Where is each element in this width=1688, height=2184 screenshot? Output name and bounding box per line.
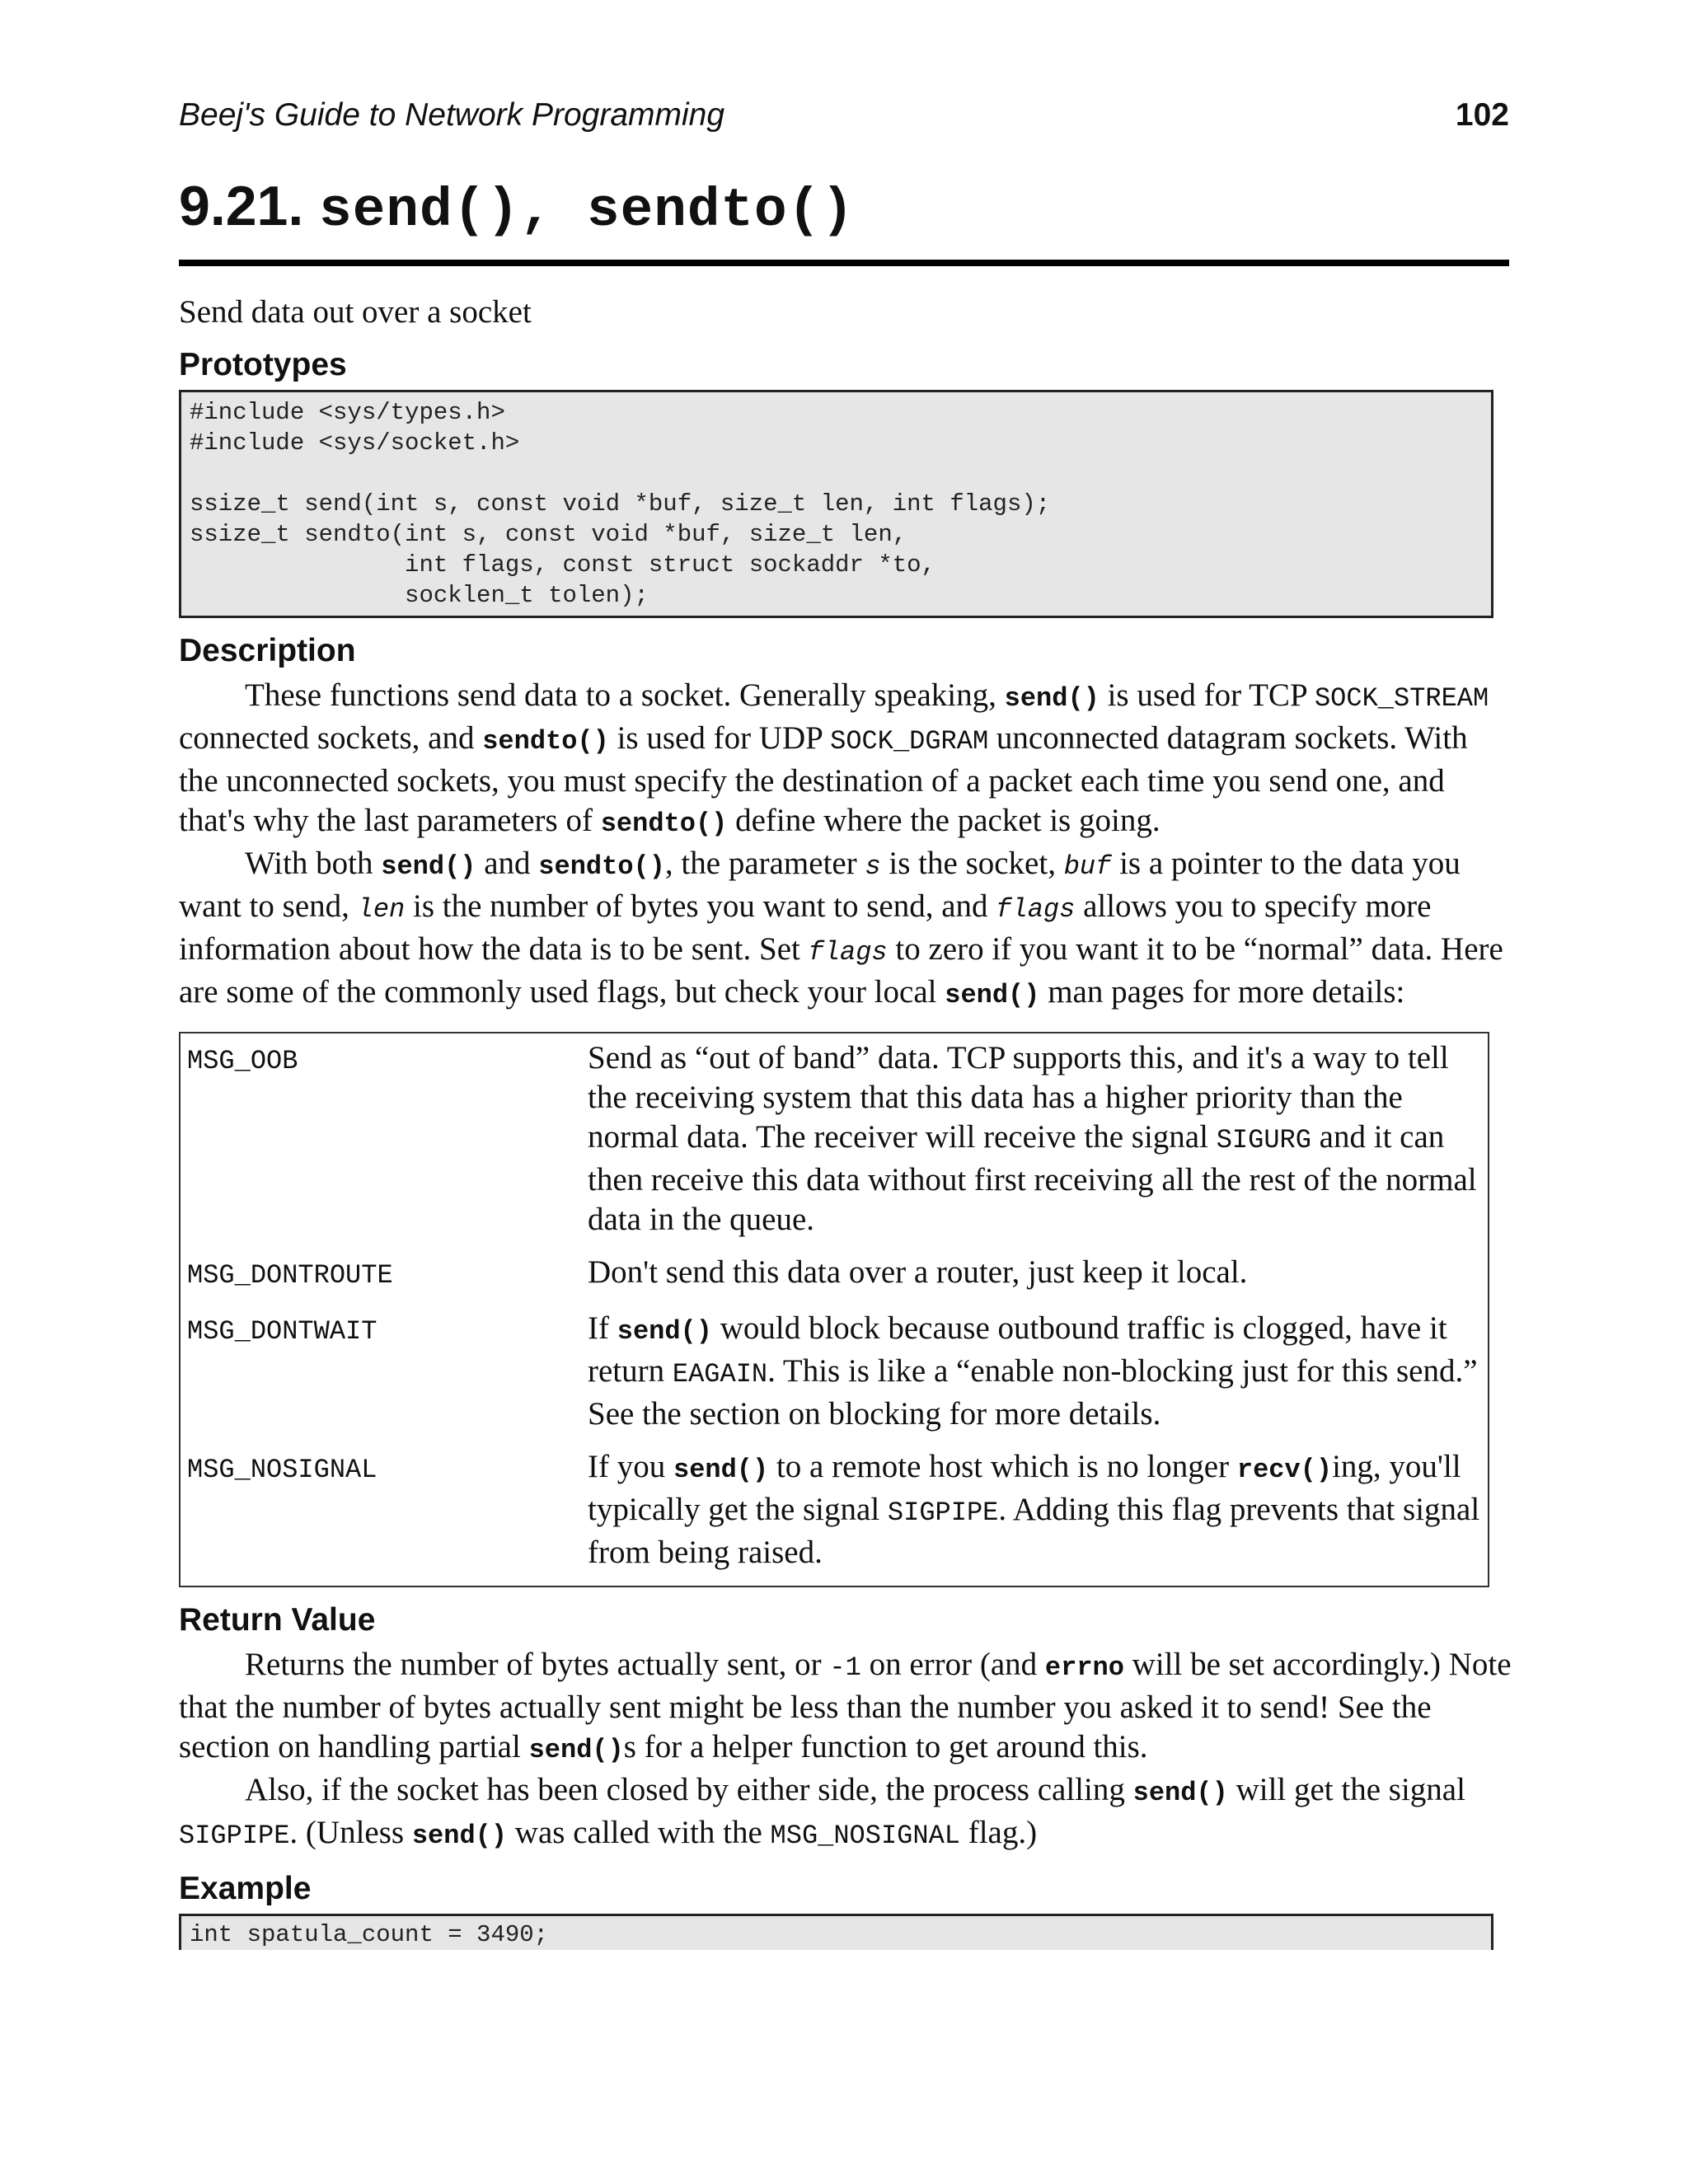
page-number: 102	[1455, 97, 1509, 133]
flag-description-cell	[581, 1447, 1489, 1586]
text-run: will be set accordingly.) Note that the number of bytes actually sent might be less than the number you asked it to send! See the section on handling partial	[179, 1647, 1512, 1765]
inline-code: send()	[528, 1735, 624, 1765]
text-run: to a remote host which is no longer	[768, 1449, 1237, 1484]
flag-name: MSG_DONTWAIT	[187, 1316, 377, 1347]
inline-code: buf	[1063, 851, 1112, 882]
inline-code: send()	[411, 1821, 508, 1851]
inline-code: send()	[1004, 683, 1100, 714]
flag-description-cell	[581, 1309, 1489, 1447]
text-run: and it can then receive this data without first receiving all the rest of the normal data in the queue.	[588, 1119, 1477, 1237]
inline-code: flags	[996, 894, 1076, 925]
inline-code: -1	[829, 1652, 861, 1683]
description-heading: Description	[179, 633, 356, 668]
inline-code: sendto()	[482, 726, 609, 757]
flag-name: MSG_DONTROUTE	[187, 1260, 393, 1291]
inline-code: SOCK_STREAM	[1314, 683, 1489, 714]
inline-code: errno	[1044, 1652, 1124, 1683]
inline-code: send()	[381, 851, 476, 882]
inline-code: send()	[945, 980, 1040, 1010]
prototypes-code-block: #include <sys/types.h> #include <sys/socket.h> ssize_t send(int s, const void *buf, size_t len, int flags); ssize_t sendto(int s, const void *buf, size_t len, int flags, const struct sockaddr *to, socklen_t tolen);	[179, 390, 1493, 618]
text-run: . This is like a “enable non-blocking just for this send.” See the section on blocking for more details.	[588, 1353, 1478, 1432]
flag-name-cell	[180, 1033, 581, 1253]
prototypes-heading: Prototypes	[179, 347, 347, 382]
text-run: If you	[588, 1449, 673, 1484]
example-code-block: int spatula_count = 3490;	[179, 1914, 1493, 1950]
description-paragraph-2	[179, 844, 1514, 1015]
inline-code: sendto()	[538, 851, 665, 882]
inline-code: flags	[808, 937, 888, 968]
text-run: is the number of bytes you want to send, and	[405, 888, 996, 924]
text-run: These functions send data to a socket. Generally speaking,	[245, 677, 1005, 713]
text-run: is used for UDP	[608, 720, 831, 756]
flag-name-cell	[180, 1253, 581, 1309]
running-header	[179, 92, 1509, 138]
example-heading: Example	[179, 1871, 312, 1906]
inline-code: sendto()	[600, 808, 728, 839]
text-run: . (Unless	[289, 1815, 412, 1850]
text-run: s for a helper function to get around this.	[623, 1729, 1148, 1765]
return-value-paragraph-1	[179, 1645, 1514, 1770]
text-run: to zero if you want it to be “normal” data. Here are some of the commonly used flags, but check your local	[179, 931, 1503, 1010]
inline-code: SOCK_DGRAM	[830, 726, 989, 757]
text-run: man pages for more details:	[1039, 974, 1405, 1010]
table-row	[180, 1447, 1489, 1586]
inline-code: SIGURG	[1216, 1125, 1311, 1155]
flags-table	[179, 1032, 1489, 1587]
table-row	[180, 1253, 1489, 1309]
inline-code: send()	[673, 1455, 769, 1485]
text-run: is used for TCP	[1099, 677, 1315, 713]
inline-code: MSG_NOSIGNAL	[770, 1821, 960, 1851]
text-run: is the socket,	[880, 846, 1064, 881]
table-row	[180, 1033, 1489, 1253]
text-run: would block because outbound traffic is clogged, have it return	[588, 1310, 1447, 1389]
flag-description-cell	[581, 1033, 1489, 1253]
inline-code: recv()	[1236, 1455, 1333, 1485]
flag-name-cell	[180, 1447, 581, 1586]
flag-description-cell	[581, 1253, 1489, 1309]
text-run: Send as “out of band” data. TCP supports this, and it's a way to tell the receiving system that this data has a higher priority than the normal data. The receiver will receive the signal	[588, 1040, 1449, 1155]
page-content	[179, 293, 1514, 1950]
inline-code: send()	[617, 1316, 712, 1347]
flag-name: MSG_OOB	[187, 1046, 298, 1076]
text-run: Also, if the socket has been closed by either side, the process calling	[245, 1772, 1133, 1807]
inline-code: len	[357, 894, 406, 925]
inline-code: SIGPIPE	[887, 1497, 999, 1528]
text-run: , the parameter	[664, 846, 865, 881]
section-number: 9.21.	[179, 175, 304, 237]
inline-code: EAGAIN	[672, 1359, 768, 1390]
section-title-code: send(), sendto()	[319, 180, 855, 241]
text-run: is a pointer to the data you want to send,	[179, 846, 1461, 924]
text-run: on error (and	[860, 1647, 1045, 1682]
text-run: connected sockets, and	[179, 720, 483, 756]
text-run: ing, you'll typically get the signal	[588, 1449, 1461, 1527]
text-run: will get the signal	[1227, 1772, 1465, 1807]
text-run: flag.)	[959, 1815, 1038, 1850]
return-value-paragraph-2	[179, 1770, 1514, 1856]
inline-code: send()	[1132, 1778, 1228, 1808]
text-run: Don't send this data over a router, just keep it local.	[588, 1254, 1248, 1290]
description-paragraph-1	[179, 676, 1514, 844]
section-title	[179, 169, 1509, 266]
text-run: unconnected datagram sockets. With the unconnected sockets, you must specify the destination of a packet each time you send one, and that's why the last parameters of	[179, 720, 1468, 838]
text-run: was called with the	[507, 1815, 771, 1850]
book-title: Beej's Guide to Network Programming	[179, 97, 725, 133]
text-run: define where the packet is going.	[727, 803, 1160, 838]
table-row	[180, 1309, 1489, 1447]
text-run: Returns the number of bytes actually sent, or	[245, 1647, 830, 1682]
inline-code: s	[865, 851, 881, 882]
text-run: If	[588, 1310, 617, 1346]
text-run: With both	[245, 846, 382, 881]
flag-name: MSG_NOSIGNAL	[187, 1455, 377, 1485]
text-run: allows you to specify more information about how the data is to be sent. Set	[179, 888, 1432, 967]
section-summary: Send data out over a socket	[179, 294, 532, 330]
return-value-heading: Return Value	[179, 1602, 376, 1638]
text-run: and	[476, 846, 539, 881]
inline-code: SIGPIPE	[179, 1821, 290, 1851]
text-run: . Adding this flag prevents that signal from being raised.	[588, 1492, 1480, 1570]
flag-name-cell	[180, 1309, 581, 1447]
